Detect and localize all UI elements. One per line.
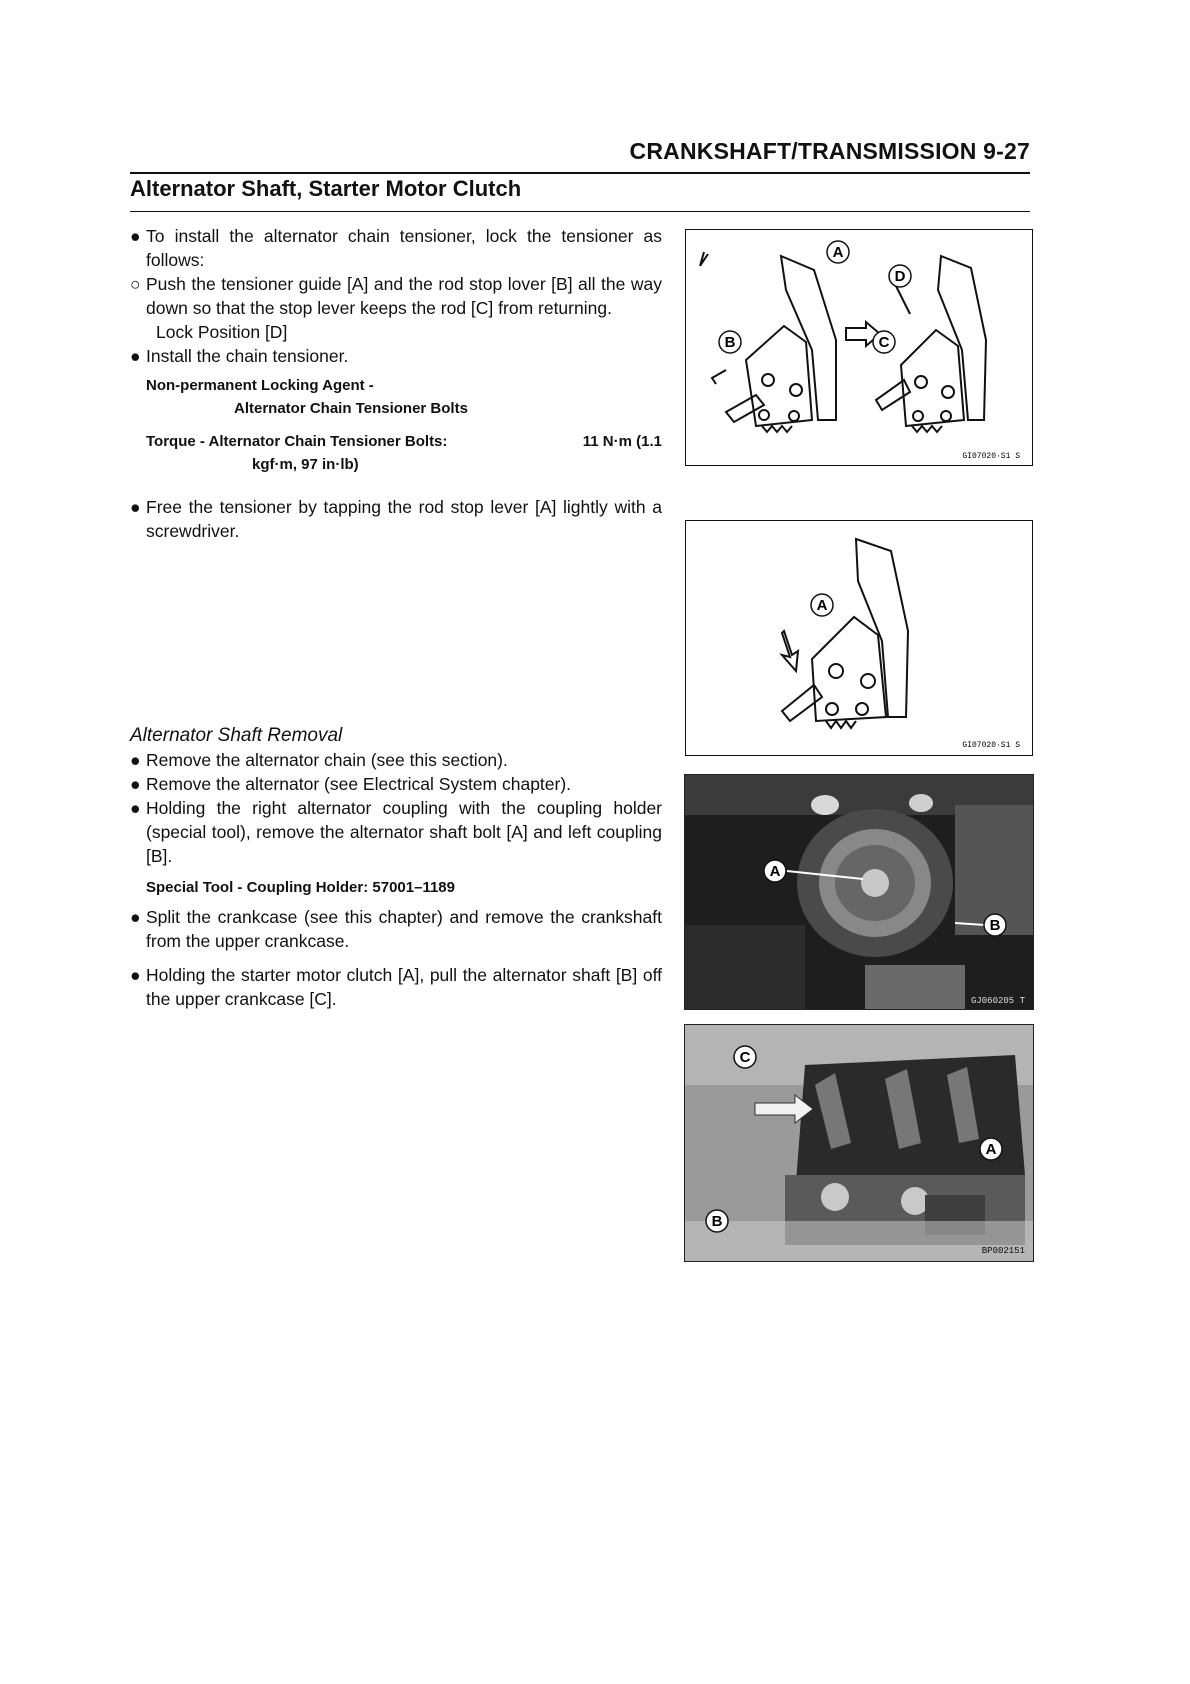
tap-arrow-icon (782, 631, 798, 671)
pivot-hole (762, 374, 774, 386)
paragraph-text: To install the alternator chain tensioner, lock the tensioner as follows: (146, 226, 662, 270)
bullet-paragraph (130, 772, 662, 796)
tensioner-body (812, 617, 886, 721)
tensioner-guide (856, 539, 908, 717)
crankcase-photo-render (685, 1025, 1033, 1261)
bullet-mark: ● (130, 497, 141, 517)
stop-lever-left (726, 395, 764, 422)
callout-a: A (985, 1141, 997, 1158)
figure-code: GJ060205 T (970, 996, 1025, 1006)
bullet-paragraph (130, 963, 662, 1011)
paragraph-text: Remove the alternator (see Electrical System chapter). (146, 774, 572, 794)
page-header (130, 138, 1030, 174)
bullet-mark: ● (130, 907, 141, 927)
tensioner-body-right (901, 330, 964, 426)
pivot-hole (790, 384, 802, 396)
callout-d: D (894, 268, 906, 285)
free-tensioner-diagram (686, 521, 1032, 755)
locking-agent-target: Alternator Chain Tensioner Bolts (234, 400, 468, 417)
open-bullet-mark: ○ (130, 274, 141, 294)
callout-b: B (989, 917, 1001, 934)
bullet-mark: ● (130, 346, 141, 366)
pivot-hole (759, 410, 769, 420)
figure-code: BP002151 (981, 1246, 1025, 1256)
install-tensioner-block (130, 224, 662, 476)
tensioner-body-left (746, 326, 812, 426)
callout-a: A (769, 863, 781, 880)
paragraph-text: Split the crankcase (see this chapter) and remove the crankshaft from the upper crankcase. (146, 907, 662, 951)
subsection-heading: Alternator Shaft Removal (130, 725, 343, 746)
torque-label: Torque - Alternator Chain Tensioner Bolts: (146, 433, 448, 450)
paragraph-text: Holding the starter motor clutch [A], pull the alternator shaft [B] off the upper crankcase [C]. (146, 965, 662, 1009)
open-bullet-paragraph (130, 272, 662, 320)
bullet-mark: ● (130, 750, 141, 770)
section-title: Alternator Shaft, Starter Motor Clutch (130, 176, 522, 201)
tensioner-guide-left (781, 256, 836, 420)
callout-b: B (711, 1213, 723, 1230)
pivot-hole (915, 376, 927, 388)
pivot-hole (942, 386, 954, 398)
bullet-paragraph (130, 905, 662, 953)
rod-teeth (826, 721, 856, 728)
pivot-hole (941, 411, 951, 421)
push-arrow-icon (700, 252, 708, 266)
bullet-mark: ● (130, 226, 141, 246)
bullet-paragraph (130, 344, 662, 368)
paragraph-text: Install the chain tensioner. (146, 346, 349, 366)
alternator-bolt-photo-render (685, 775, 1033, 1009)
pointer-line (896, 286, 910, 314)
bullet-mark: ● (130, 798, 141, 818)
paragraph-text: Holding the right alternator coupling with the coupling holder (special tool), remove the alternator shaft bolt [A] and left coupling [B]. (146, 798, 662, 866)
push-arrow-icon (712, 370, 726, 384)
paragraph-text: Remove the alternator chain (see this section). (146, 750, 508, 770)
callout-a: A (832, 244, 844, 261)
tensioner-lock-figure (685, 229, 1033, 466)
special-tool-value: Coupling Holder: 57001–1189 (246, 879, 455, 896)
callout-c: C (739, 1049, 751, 1066)
pivot-hole (829, 664, 843, 678)
bullet-mark: ● (130, 774, 141, 794)
paragraph-text: Push the tensioner guide [A] and the rod stop lover [B] all the way down so that the stop lever keeps the rod [C] from returning. (146, 274, 662, 318)
pivot-hole (861, 674, 875, 688)
free-tensioner-figure (685, 520, 1033, 756)
bullet-mark: ● (130, 965, 141, 985)
torque-spec (146, 430, 662, 476)
pull-shaft-block (130, 963, 662, 1011)
paragraph-text: Free the tensioner by tapping the rod stop lever [A] lightly with a screwdriver. (146, 497, 662, 541)
bullet-paragraph (130, 495, 662, 543)
bullet-paragraph (130, 748, 662, 772)
free-tensioner-block (130, 495, 662, 543)
pivot-hole (913, 411, 923, 421)
rod-teeth-left (762, 426, 792, 432)
special-tool-label: Special Tool - (146, 879, 243, 896)
alternator-shaft-removal-block (130, 724, 662, 953)
bullet-paragraph (130, 796, 662, 868)
crankcase-photo (684, 1024, 1034, 1262)
pivot-hole (789, 411, 799, 421)
alternator-bolt-photo (684, 774, 1034, 1010)
special-tool-spec (146, 876, 662, 899)
section-rule (130, 211, 1030, 212)
chapter-title: CRANKSHAFT/TRANSMISSION 9-27 (629, 138, 1030, 164)
locking-agent-spec (146, 374, 662, 420)
bullet-paragraph (130, 224, 662, 272)
rod-teeth-right (912, 426, 942, 432)
lock-position-note: Lock Position [D] (156, 322, 288, 342)
figure-code: GI07020·S1 S (962, 741, 1020, 750)
callout-b: B (724, 334, 736, 351)
callout-a: A (816, 597, 828, 614)
figure-code: GI07020·S1 S (962, 452, 1020, 461)
pivot-hole (826, 703, 838, 715)
torque-value: 11 N·m (1.1 (582, 433, 662, 450)
pivot-hole (856, 703, 868, 715)
tensioner-lock-diagram (686, 230, 1032, 465)
torque-value-continued: kgf·m, 97 in·lb) (252, 456, 359, 473)
callout-c: C (878, 334, 890, 351)
locking-agent-label: Non-permanent Locking Agent - (146, 377, 374, 394)
